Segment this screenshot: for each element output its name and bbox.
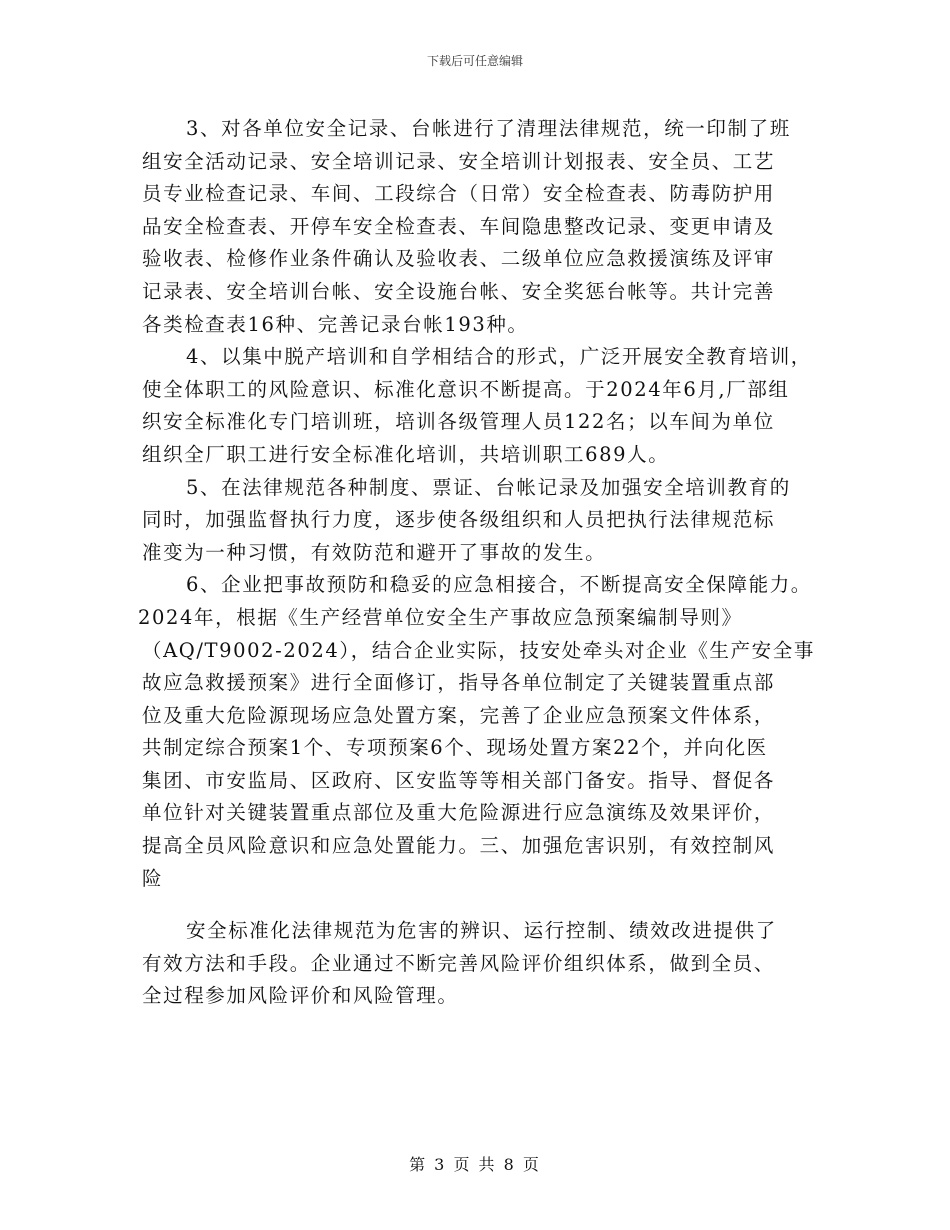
text-line: 2024年，根据《生产经营单位安全生产事故应急预案编制导则》 (138, 605, 743, 629)
text-line: 组安全活动记录、安全培训记录、安全培训计划报表、安全员、工艺 (142, 149, 776, 173)
text-line: 故应急救援预案》进行全面修订，指导各单位制定了关键装置重点部 (142, 671, 776, 695)
text-line: 组织全厂职工进行安全标准化培训，共培训职工689人。 (142, 442, 670, 466)
paragraph-6 (138, 569, 822, 895)
text-line: 准变为一种习惯，有效防范和避开了事故的发生。 (142, 540, 607, 564)
text-line: 验收表、检修作业条件确认及验收表、二级单位应急救援演练及评审 (142, 247, 776, 271)
text-line: （AQ/T9002-2024），结合企业实际，技安处牵头对企业《生产安全事 (142, 638, 815, 662)
paragraph-3 (142, 113, 822, 341)
text-line: 共制定综合预案1个、专项预案6个、现场处置方案22个，并向化医 (142, 736, 768, 760)
text-line: 险 (142, 866, 164, 890)
text-line: 提高全员风险意识和应急处置能力。三、加强危害识别，有效控制风 (142, 834, 776, 858)
text-line: 品安全检查表、开停车安全检查表、车间隐患整改记录、变更申请及 (142, 214, 776, 238)
text-line: 织安全标准化专门培训班，培训各级管理人员122名；以车间为单位 (142, 410, 775, 434)
text-line: 位及重大危险源现场应急处置方案，完善了企业应急预案文件体系， (142, 703, 776, 727)
text-line: 记录表、安全培训台帐、安全设施台帐、安全奖惩台帐等。共计完善 (142, 279, 776, 303)
text-line: 有效方法和手段。企业通过不断完善风险评价组织体系，做到全员、 (142, 951, 776, 975)
paragraph-5 (142, 472, 822, 570)
text-line: 各类检查表16种、完善记录台帐193种。 (142, 312, 529, 336)
text-line: 5、在法律规范各种制度、票证、台帐记录及加强安全培训教育的 (186, 475, 791, 499)
paragraph-4 (142, 341, 822, 471)
paragraph-hazard (142, 915, 822, 1013)
paragraph-gap (142, 895, 822, 915)
text-line: 4、以集中脱产培训和自学相结合的形式，广泛开展安全教育培训， (186, 345, 812, 369)
text-line: 员专业检查记录、车间、工段综合（日常）安全检查表、防毒防护用 (142, 182, 776, 206)
text-line: 使全体职工的风险意识、标准化意识不断提高。于2024年6月,厂部组 (142, 377, 790, 401)
document-body (138, 113, 822, 1013)
text-line: 3、对各单位安全记录、台帐进行了清理法律规范，统一印制了班 (186, 117, 791, 140)
text-line: 集团、市安监局、区政府、区安监等等相关部门备安。指导、督促各 (142, 768, 776, 792)
text-line: 同时，加强监督执行力度，逐步使各级组织和人员把执行法律规范标 (142, 508, 776, 532)
text-line: 安全标准化法律规范为危害的辨识、运行控制、绩效改进提供了 (186, 919, 777, 943)
text-line: 6、企业把事故预防和稳妥的应急相接合，不断提高安全保障能力。 (186, 573, 812, 597)
page-number: 第 3 页 共 8 页 (409, 1155, 541, 1174)
text-line: 全过程参加风险评价和风险管理。 (142, 984, 459, 1008)
page-header: 下载后可任意编辑 (426, 54, 523, 68)
text-line: 单位针对关键装置重点部位及重大危险源进行应急演练及效果评价， (142, 801, 776, 825)
